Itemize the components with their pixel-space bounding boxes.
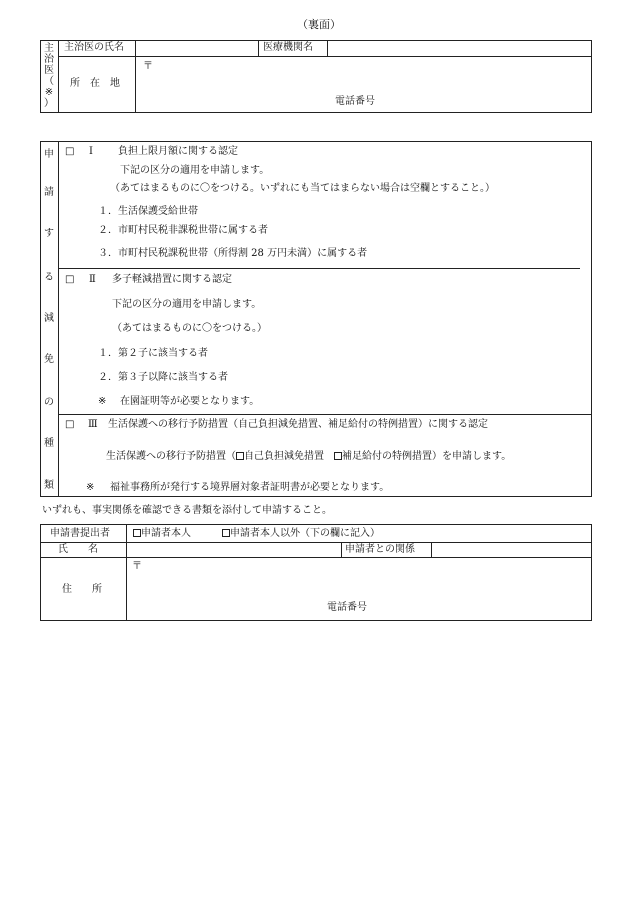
application-side-char-1: 申 xyxy=(44,149,54,160)
footnote: いずれも、事実関係を確認できる書類を添付して申請すること。 xyxy=(42,505,332,516)
section2-line1: 下記の区分の適用を申請します。 xyxy=(112,299,262,310)
application-side-char-8: 種 xyxy=(44,438,54,449)
institution-label: 医療機関名 xyxy=(263,42,313,53)
relation-label: 申請者との関係 xyxy=(345,544,415,555)
submitter-name-field[interactable] xyxy=(127,543,340,556)
doctor-address-label: 所 在 地 xyxy=(70,78,120,89)
section1-checkbox[interactable]: □ xyxy=(65,146,75,157)
doctor-postal-mark: 〒 xyxy=(143,61,153,72)
section1-numeral: Ⅰ xyxy=(89,146,93,157)
section2-checkbox[interactable]: □ xyxy=(65,274,75,285)
submitter-address-label: 住 所 xyxy=(62,584,102,595)
section1-title: 負担上限月額に関する認定 xyxy=(118,146,238,157)
section3-option2-label: 補足給付の特例措置 xyxy=(342,451,432,462)
section1-line1: 下記の区分の適用を申請します。 xyxy=(120,165,270,176)
section2-note: 在園証明等が必要となります。 xyxy=(120,396,260,407)
submitter-option-other[interactable]: 申請者本人以外（下の欄に記入） xyxy=(222,529,380,539)
application-side-char-7: の xyxy=(44,397,54,408)
application-side-char-6: 免 xyxy=(44,354,54,365)
doctor-name-field[interactable] xyxy=(136,41,257,55)
section1-item-1[interactable]: １．生活保護受給世帯 xyxy=(98,206,198,217)
section1-item-2[interactable]: ２．市町村民税非課税世帯に属する者 xyxy=(98,225,268,236)
section3-option1-checkbox[interactable] xyxy=(236,452,244,460)
institution-field[interactable] xyxy=(328,41,591,55)
section3-numeral: Ⅲ xyxy=(88,419,98,430)
application-side-char-5: 減 xyxy=(44,313,54,324)
doctor-name-label: 主治医の氏名 xyxy=(64,42,124,53)
submitter-other-checkbox[interactable] xyxy=(222,529,230,537)
section3-apply-line: 生活保護への移行予防措置（ 自己負担減免措置 補足給付の特例措置）を申請します。 xyxy=(106,451,512,462)
section3-option1-label: 自己負担減免措置 xyxy=(244,451,324,462)
section3-option2-checkbox[interactable] xyxy=(334,452,342,460)
section3-note-mark: ※ xyxy=(86,482,95,493)
application-side-char-9: 類 xyxy=(44,480,54,491)
section1-item-3[interactable]: ３．市町村民税課税世帯（所得割 28 万円未満）に属する者 xyxy=(98,248,368,259)
doctor-side-label: 主 治 医 （ ※ ） xyxy=(44,43,54,109)
section2-item-1[interactable]: １．第２子に該当する者 xyxy=(98,348,208,359)
relation-field[interactable] xyxy=(432,543,591,556)
submitter-option-self[interactable]: 申請者本人 xyxy=(133,529,191,539)
submitter-label: 申請書提出者 xyxy=(50,528,110,539)
section2-title: 多子軽減措置に関する認定 xyxy=(112,274,232,285)
section3-note: 福祉事務所が発行する境界層対象者証明書が必要となります。 xyxy=(110,482,390,493)
section3-checkbox[interactable]: □ xyxy=(65,419,75,430)
submitter-postal-mark: 〒 xyxy=(132,561,142,572)
section1-line2: （あてはまるものに〇をつける。いずれにも当てはまらない場合は空欄とすること。） xyxy=(110,183,495,194)
section2-line2: （あてはまるものに〇をつける。） xyxy=(112,323,267,334)
submitter-phone-label: 電話番号 xyxy=(327,602,367,613)
doctor-phone-label: 電話番号 xyxy=(335,96,375,107)
section2-numeral: Ⅱ xyxy=(89,274,96,285)
submitter-name-label: 氏 名 xyxy=(58,544,98,555)
section3-title: 生活保護への移行予防措置（自己負担減免措置、補足給付の特例措置）に関する認定 xyxy=(108,419,488,430)
submitter-self-checkbox[interactable] xyxy=(133,529,141,537)
application-side-char-2: 請 xyxy=(44,187,54,198)
page-title: （裏面） xyxy=(297,18,341,31)
application-table xyxy=(40,141,592,497)
section2-item-2[interactable]: ２．第３子以降に該当する者 xyxy=(98,372,228,383)
section2-note-mark: ※ xyxy=(98,396,107,407)
application-side-char-3: す xyxy=(44,228,54,239)
application-side-char-4: る xyxy=(44,272,54,283)
